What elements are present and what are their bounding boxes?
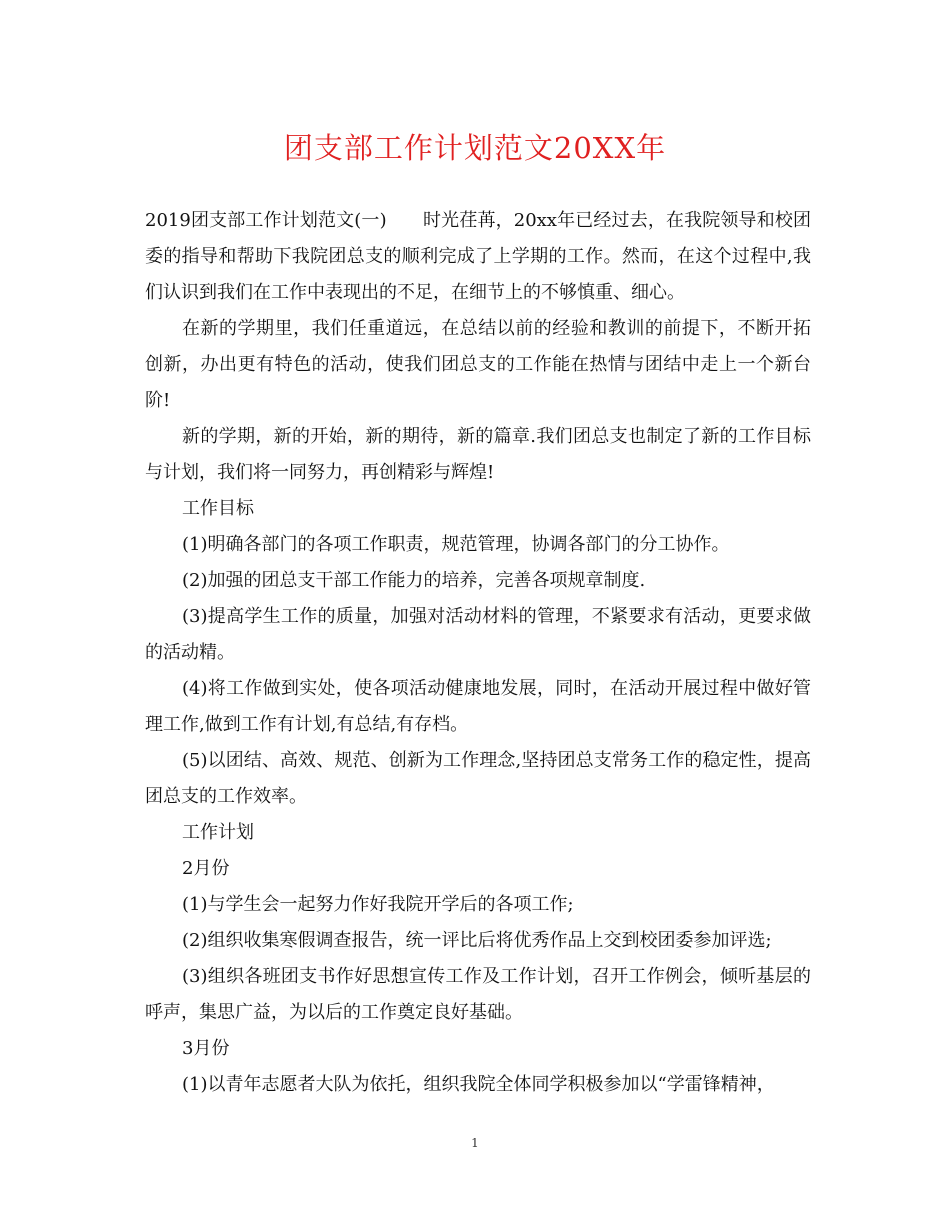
list-item: (2)组织收集寒假调查报告，统一评比后将优秀作品上交到校团委参加评选; [182,930,772,951]
paragraph: 新的学期，新的开始，新的期待，新的篇章.我们团总支也制定了新的工作目标与计划，我们将一同努力，再创精彩与辉煌! [145,426,811,483]
page-number: 1 [471,1136,479,1150]
paragraph: 2019团支部工作计划范文(一) 时光荏苒，20xx年已经过去，在我院领导和校团委的指导和帮助下我院团总支的顺利完成了上学期的工作。然而，在这个过程中,我们认识到我们在工作中表现出的不足，在细节上的不够慎重、细心。 [145,210,811,303]
document-body [145,203,811,1103]
section-heading: 工作计划 [182,822,254,843]
section-heading: 工作目标 [182,498,254,519]
list-item: (5)以团结、高效、规范、创新为工作理念,坚持团总支常务工作的稳定性，提高团总支的工作效率。 [145,750,811,807]
list-item: (4)将工作做到实处，使各项活动健康地发展，同时，在活动开展过程中做好管理工作,做到工作有计划,有总结,有存档。 [145,678,811,735]
list-item: (3)组织各班团支书作好思想宣传工作及工作计划，召开工作例会，倾听基层的呼声，集思广益，为以后的工作奠定良好基础。 [145,966,811,1023]
paragraph: 在新的学期里，我们任重道远，在总结以前的经验和教训的前提下，不断开拓创新，办出更有特色的活动，使我们团总支的工作能在热情与团结中走上一个新台阶! [145,318,811,411]
list-item: (1)与学生会一起努力作好我院开学后的各项工作; [182,894,574,915]
list-item: (1)明确各部门的各项工作职责，规范管理，协调各部门的分工协作。 [182,534,730,555]
month-heading: 3月份 [182,1038,230,1059]
month-heading: 2月份 [182,858,230,879]
document-title: 团支部工作计划范文20XX年 [283,131,667,165]
list-item: (2)加强的团总支干部工作能力的培养，完善各项规章制度. [182,570,646,591]
list-item: (1)以青年志愿者大队为依托，组织我院全体同学积极参加以“学雷锋精神， [182,1074,775,1095]
list-item: (3)提高学生工作的质量，加强对活动材料的管理，不紧要求有活动，更要求做的活动精。 [145,606,811,663]
